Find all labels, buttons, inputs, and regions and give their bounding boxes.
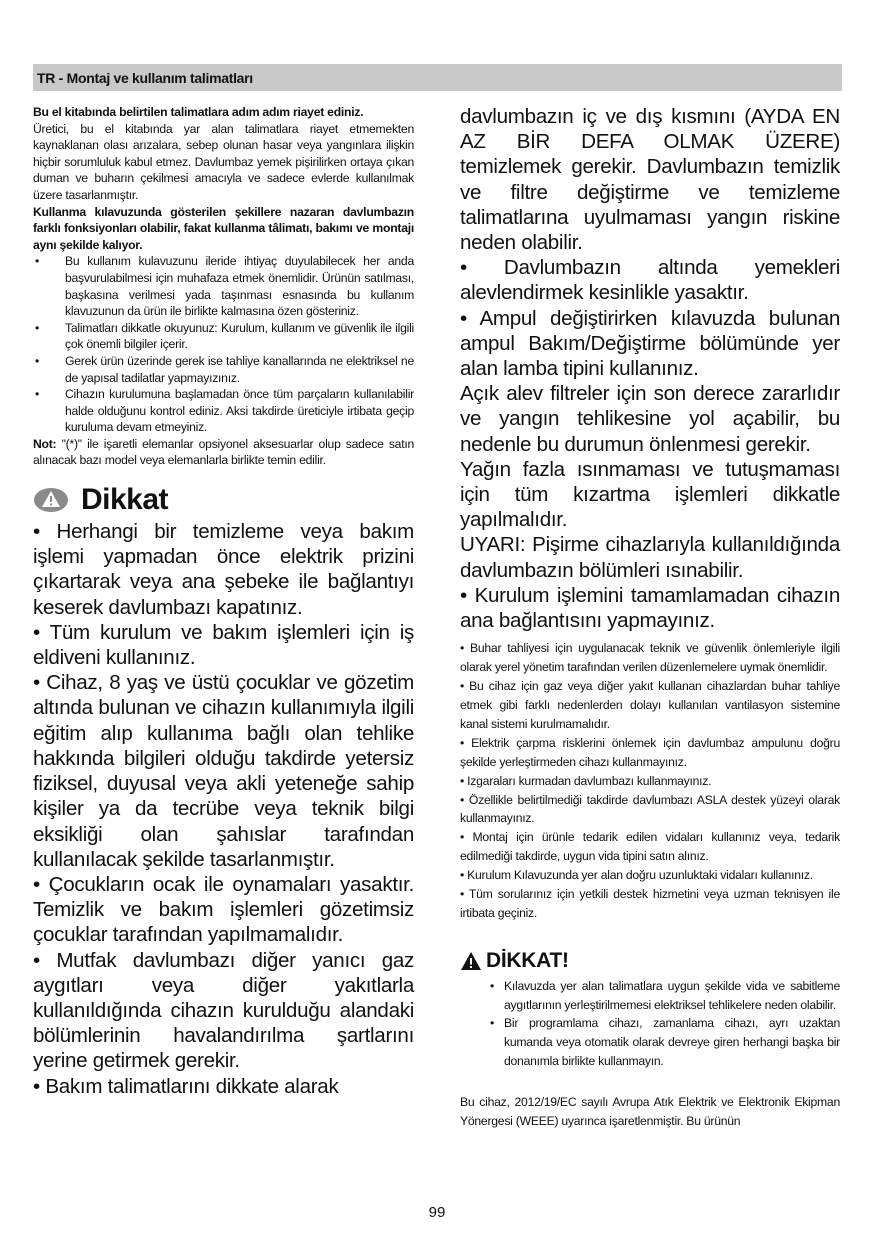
warning-heading <box>33 483 414 517</box>
page-header <box>33 64 842 91</box>
warning-triangle-icon <box>460 951 482 971</box>
right-small-text <box>460 639 840 923</box>
paragraph: Açık alev filtreler için son derece zararlıdır ve yangın tehlikesine yol açabilir, bu nedenle bu durumun önlenmesi gerekir. <box>460 382 840 456</box>
paragraph: • Davlumbazın altında yemekleri alevlendirmek kesinlikle yasaktır. <box>460 256 840 305</box>
paragraph: • Montaj için ürünle tedarik edilen vidaları kullanınız veya, tedarik edilmediği takdirde, uygun vida tipini satın alınız. <box>460 830 840 864</box>
paragraph: Yağın fazla ısınmaması ve tutuşmaması için tüm kızartma işlemleri dikkatle yapılmalıdır. <box>460 457 840 532</box>
intro-bold: Bu el kitabında belirtilen talimatlara adım adım riayet ediniz. <box>33 105 364 119</box>
warning-paragraph: • Çocukların ocak ile oynamaları yasaktır. Temizlik ve bakım işlemleri gözetimsiz çocuklar tarafından yapılmamalıdır. <box>33 872 414 947</box>
paragraph: • Ampul değiştirirken kılavuzda bulunan ampul Bakım/Değiştirme bölümünde yer alan lamba tipini kullanınız. <box>460 306 840 381</box>
warning-title-2: DİKKAT! <box>486 948 569 972</box>
paragraph: • Buhar tahliyesi için uygulanacak teknik ve güvenlik önlemleriyle ilgili olarak yerel yönetim tarafından verilen düzenlemelere uymak önemlidir. <box>460 641 840 675</box>
intro-text: Üretici, bu el kitabında yar alan talimatlara riayet etmemekten kaynaklanan olası arızalara, sebep olunan hasar veya yangınlara ilişkin hiçbir sorumluluk kabul etmez. Davlumbaz yemek pişirilirken ortaya çıkan duman ve buharın çekilmesi amacıyla ve sadece evlerde kullanılmak üzere tasarlanmıştır. <box>33 121 414 202</box>
left-column <box>33 104 414 1099</box>
list-item: • Cihazın kurulumuna başlamadan önce tüm parçaların kullanılabilir halde olduğunu kontrol ediniz. Aksi takdirde üreticiyle irtibata geçip kuruluma devam etmeyiniz. <box>35 387 414 435</box>
paragraph: • Elektrik çarpma risklerini önlemek için davlumbaz ampulunu doğru şekilde yerleştirmeden cihazı kullanmayınız. <box>460 735 840 769</box>
intro-block <box>33 104 414 469</box>
bold-paragraph: Kullanma kılavuzunda gösterilen şekillere nazaran davlumbazın farklı fonksiyonları olabilir, fakat kullanma tâlimatı, bakımı ve montajı aynı şekilde kalıyor. <box>33 204 414 252</box>
right-large-text <box>460 104 840 633</box>
warning-paragraph: • Cihaz, 8 yaş ve üstü çocuklar ve gözetim altında bulunan ve cihazın kullanımıyla ilgili eğitim alıp kullanıma bağlı olan tehlike hakkında bilgileri olduğu takdirde yetersiz fiziksel, duyusal veya akli yeteneğe sahip kişiler ya da tecrübe veya teknik bilgi eksikliği olan şahıslar tarafından kullanılacak şekilde tasarlanmıştır. <box>33 671 414 871</box>
paragraph: • Kurulum Kılavuzunda yer alan doğru uzunluktaki vidaları kullanınız. <box>460 868 813 883</box>
warning-list <box>490 977 840 1071</box>
warning-title: Dikkat <box>81 483 169 517</box>
paragraph: • Bu cihaz için gaz veya diğer yakıt kullanan cihazlardan buhar tahliye etmek gibi farklı nedenlerden dolayı kullanılan vantilasyon sistemine kanal sistemi kurulmamalıdır. <box>460 679 840 731</box>
warning-paragraph: • Tüm kurulum ve bakım işlemleri için iş eldiveni kullanınız. <box>33 620 414 670</box>
page-number: 99 <box>428 1204 446 1221</box>
warning-paragraph: • Bakım talimatlarını dikkate alarak <box>33 1074 339 1098</box>
list-item: • Bu kullanım kulavuzunu ileride ihtiyaç duyulabilecek her anda başvurulabilmesi için muhafaza etmek önemlidir. Ürünün satılması, başkasına verilmesi yada taşınması esnasında bu kullanım klavuzunun da ürün ile birlikte kalmasına özen gösteriniz. <box>35 254 414 319</box>
instruction-list <box>33 253 414 436</box>
warning-icon <box>33 487 69 513</box>
weee-paragraph: Bu cihaz, 2012/19/EC sayılı Avrupa Atık Elektrik ve Elektronik Ekipman Yönergesi (WEEE) uyarınca işaretlenmiştir. Bu ürünün <box>460 1095 840 1129</box>
paragraph: davlumbazın iç ve dış kısmını (AYDA EN AZ BİR DEFA OLMAK ÜZERE) temizlemek gerekir. Davlumbazın temizlik ve filtre değiştirme ve temizleme talimatlarına uyulmaması yangın riskine neden olabilir. <box>460 105 840 255</box>
warning-paragraph: • Mutfak davlumbazı diğer yanıcı gaz aygıtları veya diğer yakıtlarla kullanıldığında cihazın kurulduğu alandaki bölümlerinin havalandırılma şartlarını yerine getirmek gerekir. <box>33 948 414 1073</box>
list-item: • Kılavuzda yer alan talimatlara uygun şekilde vida ve sabitleme aygıtlarının yerleştirilmemesi elektriksel tehlikelere neden olabilir. <box>490 978 840 1012</box>
header-title: TR - Montaj ve kullanım talimatları <box>37 70 253 86</box>
note: Not: "(*)" ile işaretli elemanlar opsiyonel aksesuarlar olup sadece satın alınacak bazı model veya elemanlarla birlikte temin edilir. <box>33 436 414 468</box>
warning-paragraph: • Herhangi bir temizleme veya bakım işlemi yapmadan önce elektrik prizini çıkartarak veya ana şebeke ile bağlantıyı keserek davlumbazı kapatınız. <box>33 520 414 619</box>
list-item: • Gerek ürün üzerinde gerek ise tahliye kanallarında ne elektriksel ne de yapısal tadilatlar yapmayızınız. <box>35 353 414 385</box>
list-item: • Bir programlama cihazı, zamanlama cihazı, ayrı uzaktan kumanda veya otomatik olarak devreye giren herhangi başka bir donanımla birlikte kullanmayın. <box>490 1016 840 1068</box>
right-column <box>460 104 840 1131</box>
warning-heading-2 <box>460 949 840 973</box>
paragraph: • Izgaraları kurmadan davlumbazı kullanmayınız. <box>460 773 712 788</box>
paragraph: • Tüm sorularınız için yetkili destek hizmetini veya uzman teknisyen ile irtibata geçiniz. <box>460 887 840 920</box>
list-item: • Talimatları dikkatle okuyunuz: Kurulum, kullanım ve güvenlik ile ilgili çok önemli bilgiler içerir. <box>35 320 414 352</box>
paragraph: • Kurulum işlemini tamamlamadan cihazın ana bağlantısını yapmayınız. <box>460 583 840 633</box>
warning-text <box>33 519 414 1099</box>
paragraph: • Özellikle belirtilmediği takdirde davlumbazı ASLA destek yüzeyi olarak kullanmayınız. <box>460 792 840 826</box>
paragraph: UYARI: Pişirme cihazlarıyla kullanıldığında davlumbazın bölümleri ısınabilir. <box>460 533 840 582</box>
